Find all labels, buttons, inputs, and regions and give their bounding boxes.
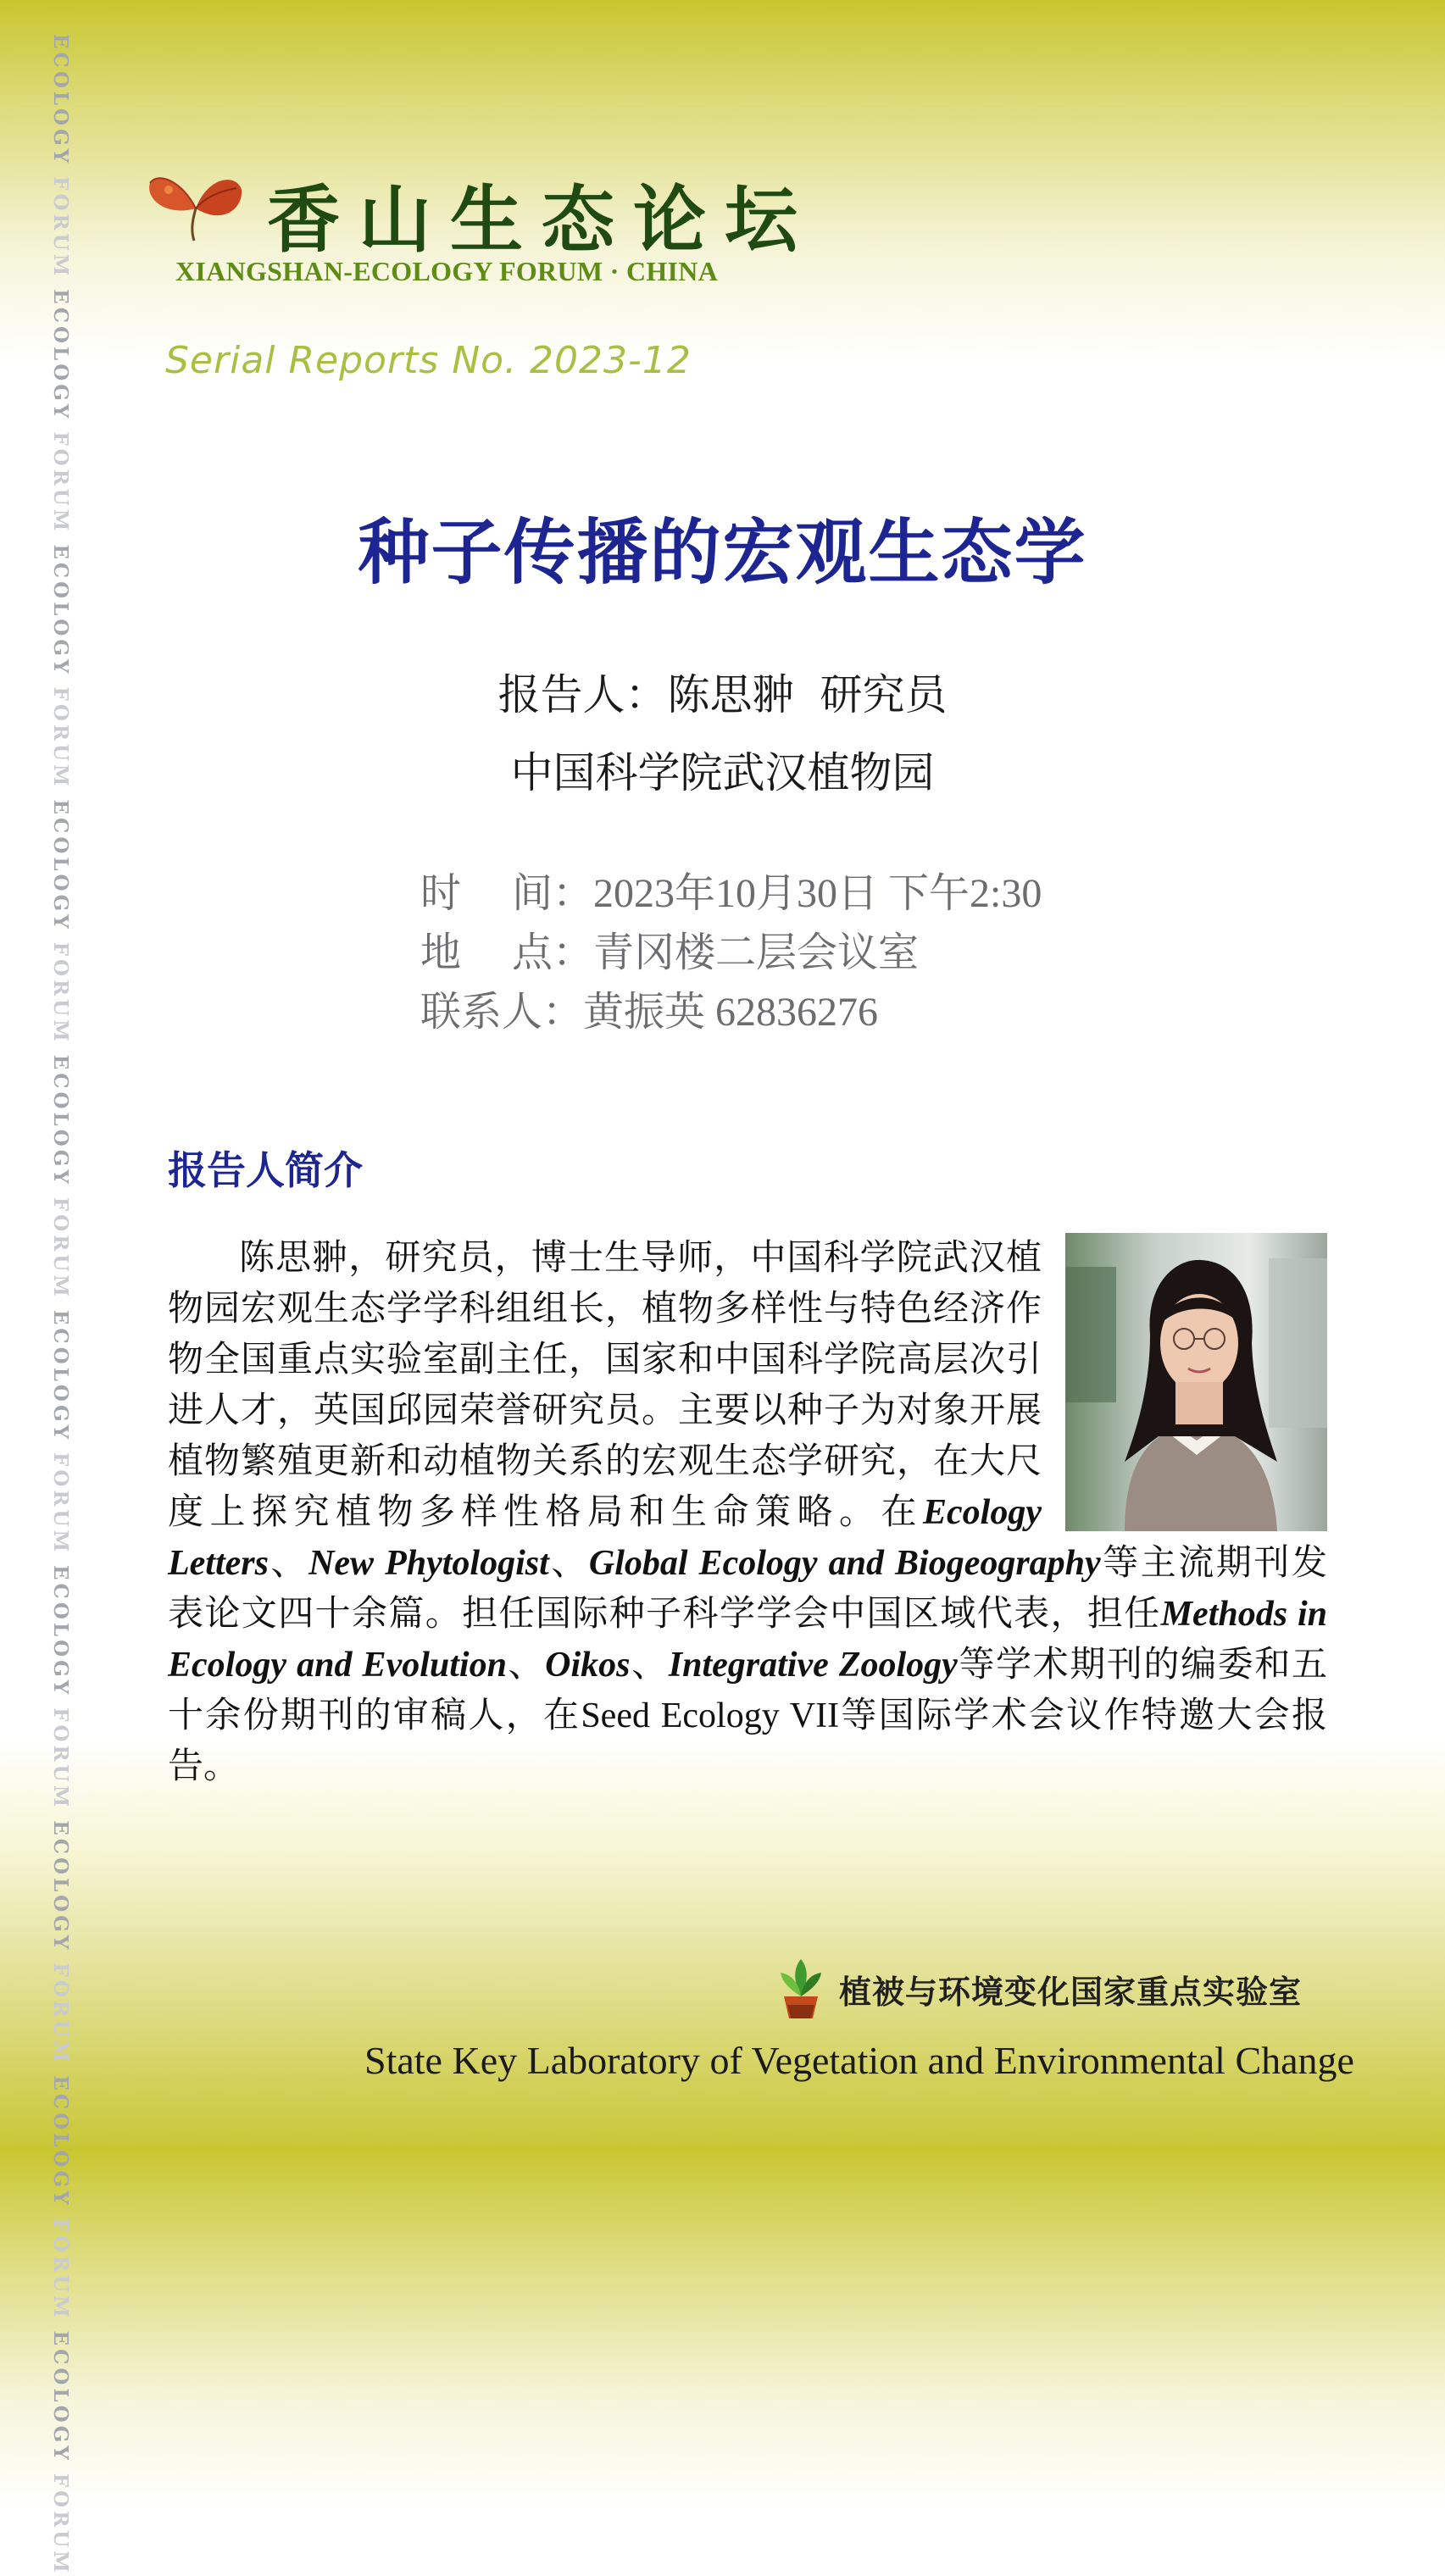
journal-methods: Methods in Ecology and Evolution	[168, 1595, 1327, 1685]
time-value: 2023年10月30日 下午2:30	[593, 871, 1042, 916]
bio-text-2: 等主流期刊发表论文四十余篇。担任国际种子科学学会中国区域代表，担任	[168, 1544, 1327, 1634]
side-word-ecology: ECOLOGY	[49, 289, 72, 422]
side-word-ecology: ECOLOGY	[49, 1054, 72, 1187]
bio-sep-1: 、	[268, 1544, 309, 1583]
side-word-ecology: ECOLOGY	[49, 1309, 72, 1442]
side-word-forum: FORUM	[49, 1452, 72, 1556]
bio-sep-3: 、	[506, 1646, 546, 1685]
lab-name-cn: 植被与环境变化国家重点实验室	[839, 1974, 1303, 2011]
place-row	[420, 924, 1042, 983]
side-word-forum: FORUM	[49, 1707, 72, 1811]
journal-oikos: Oikos	[545, 1646, 631, 1685]
forum-name-cn: 香山生态论坛	[267, 177, 816, 263]
talk-title: 种子传播的宏观生态学	[358, 511, 1087, 594]
contact-value: 黄振英 62836276	[583, 990, 879, 1035]
side-word-forum: FORUM	[49, 941, 72, 1045]
journal-integrative-zoology: Integrative Zoology	[668, 1646, 958, 1685]
serial-report-number: Serial Reports No. 2023-12	[165, 339, 692, 382]
side-word-forum: FORUM	[49, 1963, 72, 2066]
side-word-forum: FORUM	[49, 1196, 72, 1300]
side-word-forum: FORUM	[49, 686, 72, 790]
forum-name-en: XIANGSHAN-ECOLOGY FORUM · CHINA	[175, 256, 719, 286]
event-info	[420, 864, 1042, 1042]
side-word-forum: FORUM	[49, 176, 72, 280]
side-word-ecology: ECOLOGY	[49, 2330, 72, 2463]
bio-sep-4: 、	[630, 1646, 669, 1685]
side-word-ecology: ECOLOGY	[49, 544, 72, 677]
speaker-photo	[1065, 1233, 1327, 1531]
side-word-forum: FORUM	[49, 431, 72, 535]
side-word-ecology: ECOLOGY	[49, 799, 72, 932]
forum-logo	[148, 161, 816, 297]
side-banner	[49, 34, 80, 2576]
speaker-line: 报告人：陈思翀 研究员	[497, 670, 948, 719]
side-word-ecology: ECOLOGY	[49, 2075, 72, 2208]
bio-heading: 报告人简介	[168, 1147, 363, 1193]
speaker-portrait	[1065, 1233, 1327, 1531]
journal-global-ecology: Global Ecology and Biogeography	[588, 1544, 1101, 1583]
journal-new-phytologist: New Phytologist	[308, 1544, 549, 1583]
speaker-institution: 中国科学院武汉植物园	[510, 748, 935, 797]
lab-name-en: State Key Laboratory of Vegetation and Environmental Change	[364, 2039, 1354, 2082]
leaf-icon	[148, 164, 243, 242]
time-label: 时 间：	[420, 871, 594, 916]
side-word-forum: FORUM	[49, 2218, 72, 2321]
contact-label: 联系人：	[420, 990, 584, 1035]
side-word-forum: FORUM	[49, 2473, 72, 2576]
contact-row	[420, 983, 1042, 1042]
bio-text-3: 等学术期刊的编委和五十余份期刊的审稿人，在Seed Ecology VII等国际学术会议作特邀大会报告。	[168, 1646, 1327, 1786]
side-word-ecology: ECOLOGY	[49, 1565, 72, 1698]
side-word-ecology: ECOLOGY	[49, 34, 72, 167]
side-banner-text	[49, 34, 72, 2576]
side-word-ecology: ECOLOGY	[49, 1820, 72, 1953]
lab-logo-icon	[775, 1957, 826, 2025]
bio-section	[168, 1233, 1327, 1792]
bio-text-1: 陈思翀，研究员，博士生导师，中国科学院武汉植物园宏观生态学学科组组长，植物多样性与特色经济作物全国重点实验室副主任，国家和中国科学院高层次引进人才，英国邱园荣誉研究员。主要以种子为对象开展植物繁殖更新和动植物关系的宏观生态学研究，在大尺度上探究植物多样性格局和生命策略。在	[168, 1239, 1042, 1532]
time-row	[420, 864, 1042, 924]
journal-ecology-letters: Ecology Letters	[168, 1493, 1042, 1583]
place-value: 青冈楼二层会议室	[593, 930, 920, 975]
place-label: 地 点：	[420, 930, 594, 975]
bio-sep-2: 、	[548, 1544, 589, 1583]
